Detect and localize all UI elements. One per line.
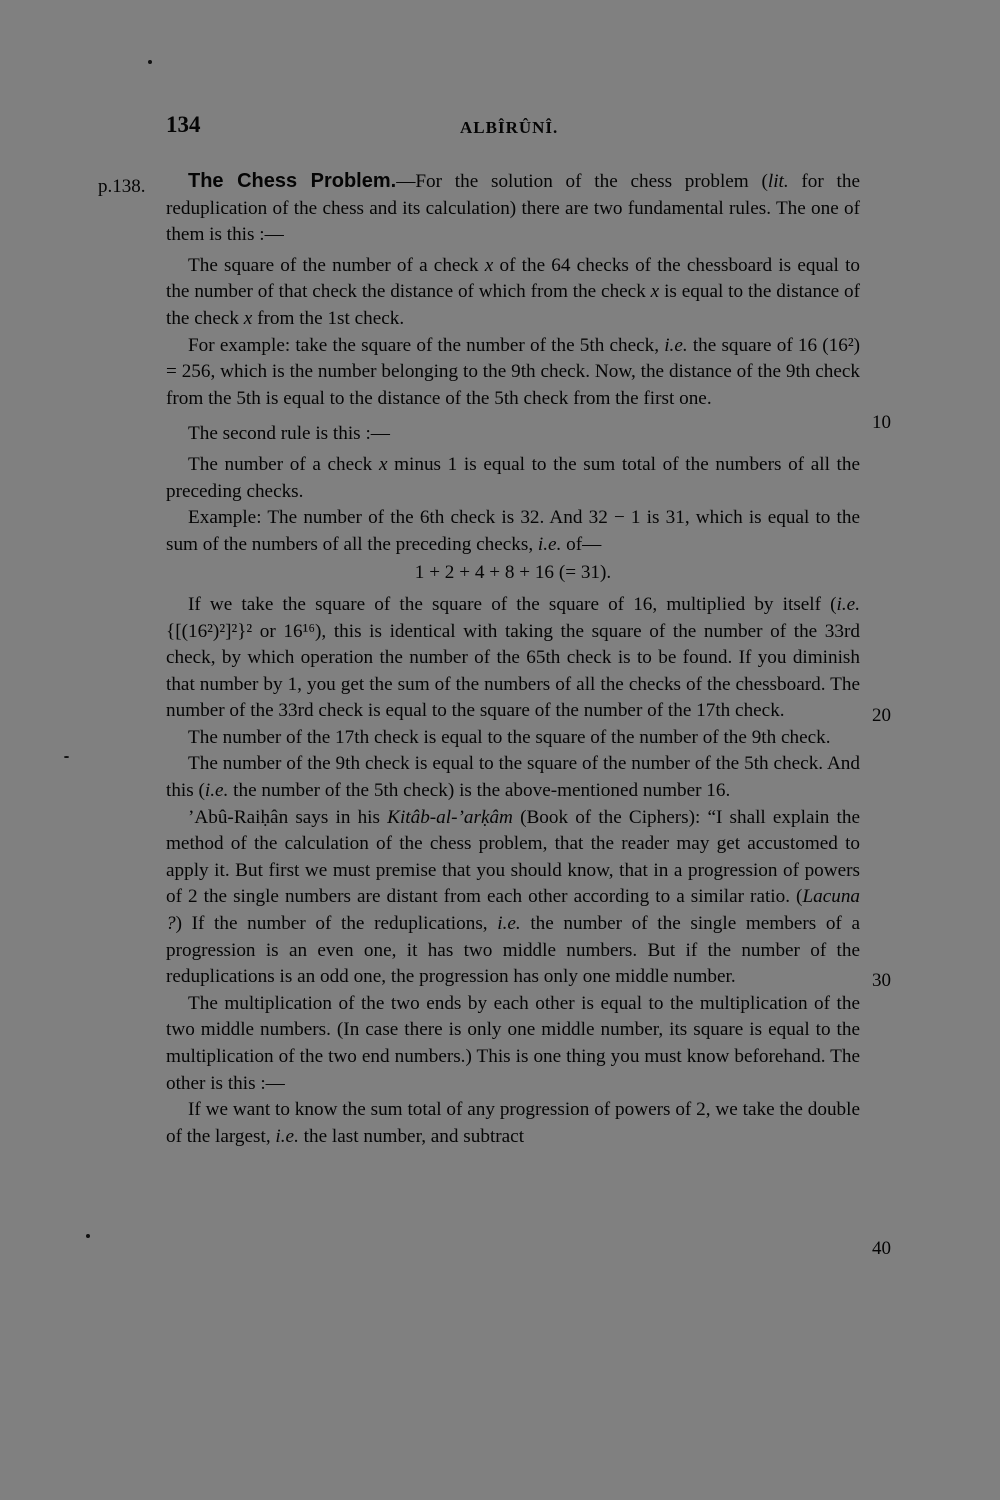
paragraph: The second rule is this :— bbox=[188, 423, 390, 445]
body-text bbox=[166, 168, 860, 1150]
line-number-10: 10 bbox=[872, 412, 891, 433]
section-title: The Chess Problem. bbox=[188, 170, 397, 192]
line-number-40: 40 bbox=[872, 1238, 891, 1259]
paragraph: ’Abû-Raiḥân says in his Kitâb-al-’arḳâm (Book of the Ciphers): “I shall explain the method of the calculation of the chess problem, that the reader may get accustomed to apply it. But first we must premise that you should know, that in a progression of powers of 2 the single numbers are distant from each other according to a similar ratio. (Lacuna ?) If the number of the reduplications, i.e. the number of the single members of a progression is an even one, it has two middle numbers. But if the number of the reduplications is an odd one, the progression has only one middle number. bbox=[166, 806, 860, 988]
page-number: 134 bbox=[166, 112, 201, 137]
speck-mark bbox=[148, 60, 152, 64]
running-head: ALBÎRÛNÎ. bbox=[460, 118, 559, 137]
line-number-20: 20 bbox=[872, 705, 891, 726]
line-number-30: 30 bbox=[872, 970, 891, 991]
paragraph: The number of a check x minus 1 is equal to the sum total of the numbers of all the preceding checks. bbox=[166, 453, 860, 502]
paragraph: The Chess Problem.—For the solution of the chess problem (lit. for the reduplication of the chess and its calculation) there are two fundamental rules. The one of them is this :— bbox=[166, 170, 860, 246]
formula: 1 + 2 + 4 + 8 + 16 (= 31). bbox=[414, 562, 612, 584]
paragraph: Example: The number of the 6th check is 32. And 32 − 1 is 31, which is equal to the sum of the numbers of all the preceding checks, i.e. of— bbox=[166, 507, 860, 555]
paragraph: If we want to know the sum total of any progression of powers of 2, we take the double of the largest, i.e. the last number, and subtract bbox=[166, 1099, 860, 1147]
margin-page-ref: p.138. bbox=[98, 176, 146, 197]
paragraph: For example: take the square of the number of the 5th check, i.e. the square of 16 (16²) = 256, which is the number belonging to the 9th check. Now, the distance of the 9th check from the 5th is equal to the distance of the 5th check from the first one. bbox=[166, 334, 860, 409]
paragraph: The square of the number of a check x of the 64 checks of the chessboard is equal to the number of that check the distance of which from the check x is equal to the distance of the check x from the 1st check. bbox=[166, 254, 860, 329]
paragraph: The number of the 17th check is equal to the square of the number of the 9th check. bbox=[188, 726, 831, 748]
paragraph: The number of the 9th check is equal to the square of the number of the 5th check. And this (i.e. the number of the 5th check) is the above-mentioned number 16. bbox=[166, 753, 860, 802]
paragraph: The multiplication of the two ends by each other is equal to the multiplication of the two middle numbers. (In case there is only one middle number, its square is equal to the multiplication of the two end numbers.) This is one thing you must know beforehand. The other is this :— bbox=[166, 992, 860, 1094]
speck-mark bbox=[64, 756, 69, 758]
paragraph: If we take the square of the square of the square of 16, multiplied by itself (i.e. {[(16²)²]²}² or 16¹⁶), this is identical with taking the square of the number of the 33rd check, by which operation the number of the 65th check is to be found. If you diminish that number by 1, you get the sum of the numbers of all the checks of the chessboard. The number of the 33rd check is equal to the square of the number of the 17th check. bbox=[166, 593, 860, 722]
speck-mark bbox=[86, 1234, 90, 1238]
